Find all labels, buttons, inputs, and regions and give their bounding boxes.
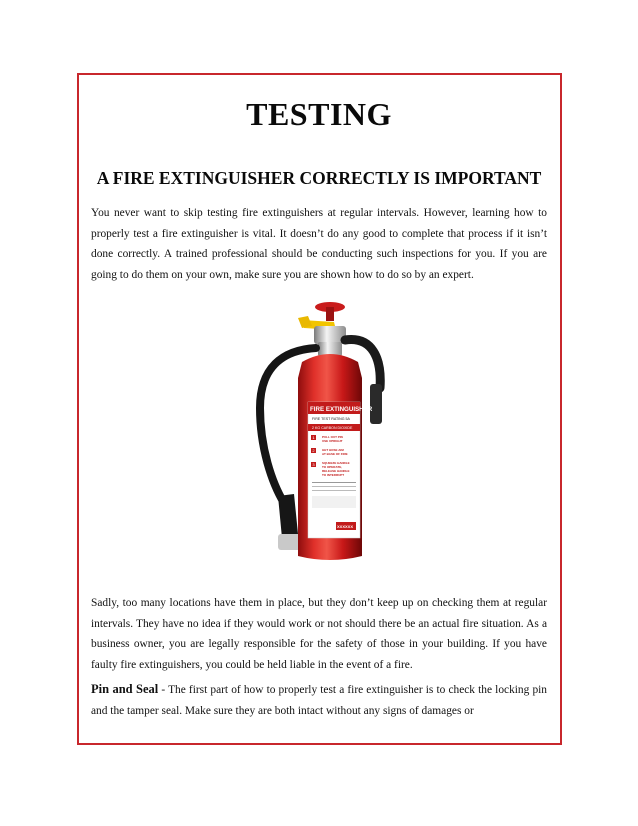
label-type: 2 KG CARBON DIOXIDE xyxy=(312,426,353,430)
paragraph-intro: You never want to skip testing fire extinguishers at regular intervals. However, learning how to properly test a fire extinguisher is vital. It doesn’t do any good to complete that process if it isn’t done correctly. A trained professional should be conducting such inspections for you. If you are going to do them on your own, make sure you are shown how to do so by an expert. xyxy=(91,207,547,281)
brand-mark: XXXXXX xyxy=(337,524,354,529)
step-1-text: PULL OUT PIN USE UPRIGHT xyxy=(322,435,343,443)
step-3-text: SQUEEZE HANDLE TO OPERATE, RELEASE HANDLE TO INTERRUPT xyxy=(322,461,350,477)
step-number-1: 1 xyxy=(312,435,315,440)
step-2-text: GET HOSE AIM AT BASE OF FIRE xyxy=(322,448,348,456)
fire-extinguisher-image xyxy=(232,298,414,568)
page-title: TESTING xyxy=(246,96,392,132)
step-number-3: 3 xyxy=(312,462,315,467)
paragraph-checking: Sadly, too many locations have them in place, but they don’t keep up on checking them at regular intervals. They have no idea if they would work or not should there be an actual fire situation. As a business owner, you are legally responsible for the safety of those in your building. If you have faulty fire extinguishers, you could be held liable in the event of a fire. xyxy=(91,597,547,671)
paragraph-pin-seal xyxy=(91,679,547,721)
step-number-2: 2 xyxy=(312,448,315,453)
page-subtitle: A FIRE EXTINGUISHER CORRECTLY IS IMPORTANT xyxy=(96,168,542,188)
pin-seal-text: - The first part of how to properly test a fire extinguisher is to check the locking pin and the tamper seal. Make sure they are both intact without any signs of damages or xyxy=(91,684,548,717)
label-title: FIRE EXTINGUISHER xyxy=(310,406,373,413)
label-sub: FIRE TEST RATING 5A xyxy=(312,417,350,421)
pin-seal-heading: Pin and Seal xyxy=(91,682,159,696)
